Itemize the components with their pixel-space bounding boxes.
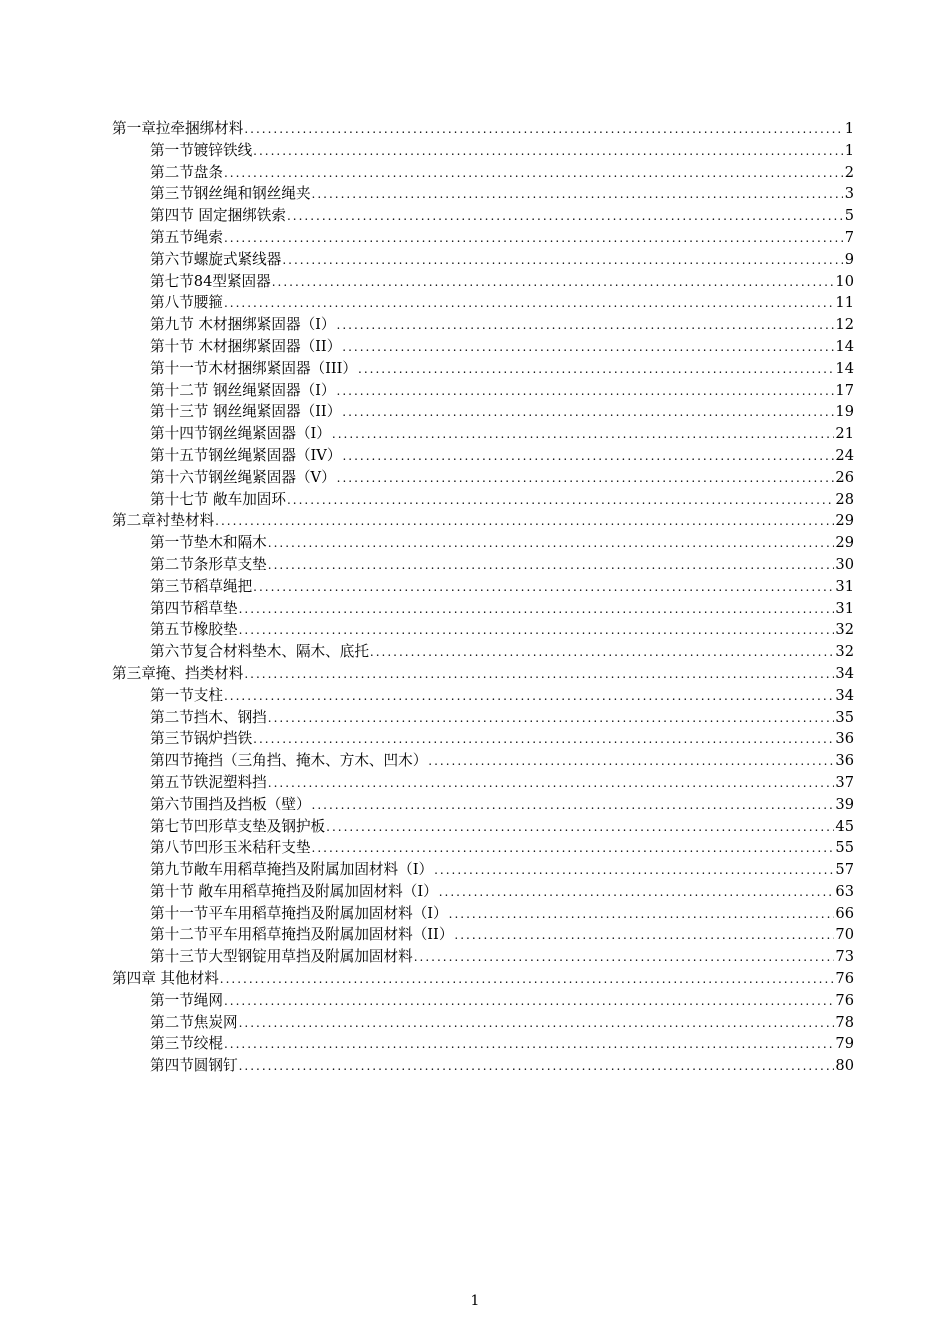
- toc-leader-dots: [268, 555, 835, 577]
- toc-leader-dots: [337, 468, 835, 490]
- toc-leader-dots: [224, 686, 834, 708]
- toc-leader-dots: [253, 141, 843, 163]
- toc-leader-dots: [337, 381, 835, 403]
- toc-entry-title: 第十四节钢丝绳紧固器（I）: [150, 425, 331, 443]
- toc-leader-dots: [428, 751, 834, 773]
- toc-section-entry[interactable]: [112, 1055, 856, 1077]
- toc-entry-page: 76: [835, 970, 854, 988]
- toc-section-entry[interactable]: [112, 946, 856, 968]
- toc-entry-page: 17: [835, 381, 854, 399]
- toc-entry-title: 第四节掩挡（三角挡、掩木、方木、凹木）: [150, 752, 428, 770]
- toc-chapter-entry[interactable]: [112, 663, 856, 685]
- toc-leader-dots: [312, 795, 835, 817]
- toc-entry-title: 第六节围挡及挡板（壁）: [150, 795, 311, 813]
- toc-entry-title: 第八节凹形玉米秸秆支垫: [150, 839, 311, 857]
- toc-entry-title: 第一节镀锌铁线: [150, 141, 253, 159]
- toc-leader-dots: [253, 729, 834, 751]
- toc-leader-dots: [224, 163, 843, 185]
- toc-entry-title: 第四节圆钢钉: [150, 1057, 238, 1075]
- toc-leader-dots: [370, 642, 835, 664]
- toc-entry-title: 第二章衬垫材料: [112, 512, 215, 530]
- toc-section-entry[interactable]: [112, 380, 856, 402]
- toc-entry-page: 63: [835, 882, 854, 900]
- toc-entry-title: 第二节挡木、钢挡: [150, 708, 267, 726]
- toc-leader-dots: [272, 272, 835, 294]
- toc-entry-page: 5: [844, 207, 854, 225]
- toc-entry-title: 第七节凹形草支垫及钢护板: [150, 817, 326, 835]
- toc-entry-page: 34: [835, 664, 854, 682]
- toc-entry-title: 第四节稻草垫: [150, 599, 238, 617]
- toc-entry-page: 37: [835, 773, 854, 791]
- toc-entry-page: 73: [835, 948, 854, 966]
- toc-leader-dots: [220, 969, 835, 991]
- toc-section-entry[interactable]: [112, 772, 856, 794]
- toc-section-entry[interactable]: [112, 728, 856, 750]
- toc-section-entry[interactable]: [112, 140, 856, 162]
- toc-entry-title: 第二节条形草支垫: [150, 555, 267, 573]
- toc-leader-dots: [253, 577, 834, 599]
- toc-entry-page: 79: [835, 1035, 854, 1053]
- toc-entry-page: 14: [835, 337, 854, 355]
- toc-entry-page: 78: [835, 1013, 854, 1031]
- toc-entry-title: 第六节复合材料垫木、隔木、底托: [150, 643, 369, 661]
- toc-section-entry[interactable]: [112, 532, 856, 554]
- toc-entry-title: 第一章拉牵捆绑材料: [112, 120, 244, 137]
- toc-leader-dots: [224, 991, 834, 1013]
- toc-entry-page: 11: [835, 294, 854, 312]
- toc-leader-dots: [224, 293, 834, 315]
- toc-entry-title: 第三章掩、挡类材料: [112, 664, 244, 682]
- toc-entry-page: 32: [835, 621, 854, 639]
- toc-section-entry[interactable]: [112, 358, 856, 380]
- toc-section-entry[interactable]: [112, 619, 856, 641]
- toc-section-entry[interactable]: [112, 794, 856, 816]
- toc-entry-page: 32: [835, 643, 854, 661]
- toc-leader-dots: [434, 860, 834, 882]
- toc-entry-page: 66: [835, 904, 854, 922]
- toc-entry-title: 第八节腰箍: [150, 294, 223, 312]
- toc-section-entry[interactable]: [112, 227, 856, 249]
- toc-section-entry[interactable]: [112, 489, 856, 511]
- toc-entry-page: 7: [844, 228, 854, 246]
- toc-leader-dots: [239, 1013, 835, 1035]
- toc-entry-title: 第十一节平车用稻草掩挡及附属加固材料（I）: [150, 904, 448, 922]
- toc-leader-dots: [268, 708, 835, 730]
- toc-section-entry[interactable]: [112, 707, 856, 729]
- toc-entry-title: 第三节稻草绳把: [150, 577, 253, 595]
- toc-entry-page: 9: [844, 250, 854, 268]
- toc-leader-dots: [268, 533, 835, 555]
- toc-entry-title: 第十节 敞车用稻草掩挡及附属加固材料（I）: [150, 882, 438, 900]
- toc-entry-page: 21: [835, 425, 854, 443]
- toc-entry-title: 第三节绞棍: [150, 1035, 223, 1053]
- toc-leader-dots: [239, 599, 835, 621]
- toc-section-entry[interactable]: [112, 249, 856, 271]
- toc-entry-title: 第十五节钢丝绳紧固器（IV）: [150, 446, 342, 464]
- toc-entry-page: 29: [835, 534, 854, 552]
- toc-leader-dots: [215, 511, 834, 533]
- toc-leader-dots: [342, 402, 834, 424]
- toc-entry-title: 第十六节钢丝绳紧固器（V）: [150, 468, 336, 486]
- toc-section-entry[interactable]: [112, 1033, 856, 1055]
- toc-entry-title: 第六节螺旋式紧线器: [150, 250, 282, 268]
- toc-section-entry[interactable]: [112, 816, 856, 838]
- toc-section-entry[interactable]: [112, 1012, 856, 1034]
- toc-section-entry[interactable]: [112, 750, 856, 772]
- toc-leader-dots: [358, 359, 834, 381]
- toc-entry-page: 14: [835, 359, 854, 377]
- toc-entry-title: 第二节焦炭网: [150, 1013, 238, 1031]
- toc-entry-page: 35: [835, 708, 854, 726]
- toc-entry-page: 80: [835, 1057, 854, 1075]
- toc-section-entry[interactable]: [112, 467, 856, 489]
- toc-chapter-entry[interactable]: [112, 968, 856, 990]
- toc-entry-title: 第十三节大型钢锭用草挡及附属加固材料: [150, 948, 413, 966]
- toc-leader-dots: [414, 947, 835, 969]
- toc-entry-page: 28: [835, 490, 854, 508]
- table-of-contents: [112, 118, 856, 1077]
- toc-chapter-entry[interactable]: [112, 510, 856, 532]
- toc-section-entry[interactable]: [112, 903, 856, 925]
- toc-section-entry[interactable]: [112, 162, 856, 184]
- toc-entry-page: 26: [835, 468, 854, 486]
- toc-entry-page: 70: [835, 926, 854, 944]
- toc-section-entry[interactable]: [112, 271, 856, 293]
- toc-leader-dots: [287, 490, 834, 512]
- toc-entry-title: 第十七节 敞车加固环: [150, 490, 286, 508]
- toc-section-entry[interactable]: [112, 401, 856, 423]
- toc-section-entry[interactable]: [112, 924, 856, 946]
- toc-entry-page: 55: [835, 839, 854, 857]
- toc-leader-dots: [337, 315, 835, 337]
- toc-section-entry[interactable]: [112, 445, 856, 467]
- toc-entry-page: 30: [835, 555, 854, 573]
- toc-section-entry[interactable]: [112, 292, 856, 314]
- toc-entry-page: 19: [835, 403, 854, 421]
- toc-entry-title: 第十节 木材捆绑紧固器（II）: [150, 337, 342, 355]
- toc-leader-dots: [342, 337, 834, 359]
- toc-entry-title: 第二节盘条: [150, 163, 223, 181]
- toc-section-entry[interactable]: [112, 576, 856, 598]
- toc-entry-title: 第九节敞车用稻草掩挡及附属加固材料（I）: [150, 861, 434, 879]
- toc-entry-page: 76: [835, 991, 854, 1009]
- toc-section-entry[interactable]: [112, 423, 856, 445]
- toc-leader-dots: [239, 620, 835, 642]
- toc-chapter-entry[interactable]: [112, 118, 856, 140]
- toc-entry-title: 第七节84型紧固器: [150, 272, 271, 290]
- toc-entry-page: 12: [835, 316, 854, 334]
- toc-leader-dots: [312, 838, 835, 860]
- toc-section-entry[interactable]: [112, 990, 856, 1012]
- toc-entry-title: 第五节橡胶垫: [150, 621, 238, 639]
- toc-leader-dots: [244, 119, 843, 141]
- toc-entry-title: 第一节垫木和隔木: [150, 534, 267, 552]
- toc-leader-dots: [224, 1034, 834, 1056]
- toc-section-entry[interactable]: [112, 183, 856, 205]
- toc-entry-title: 第五节铁泥塑料挡: [150, 773, 267, 791]
- toc-section-entry[interactable]: [112, 554, 856, 576]
- toc-leader-dots: [454, 925, 834, 947]
- toc-leader-dots: [287, 206, 843, 228]
- toc-entry-title: 第三节锅炉挡铁: [150, 730, 253, 748]
- toc-section-entry[interactable]: [112, 881, 856, 903]
- toc-entry-title: 第一节支柱: [150, 686, 223, 704]
- toc-section-entry[interactable]: [112, 205, 856, 227]
- toc-entry-page: 10: [835, 272, 854, 290]
- toc-leader-dots: [224, 228, 843, 250]
- toc-entry-page: 34: [835, 686, 854, 704]
- toc-entry-page: 31: [835, 577, 854, 595]
- toc-leader-dots: [449, 904, 835, 926]
- toc-entry-title: 第四章 其他材料: [112, 970, 219, 988]
- toc-leader-dots: [239, 1056, 835, 1078]
- toc-section-entry[interactable]: [112, 837, 856, 859]
- toc-section-entry[interactable]: [112, 859, 856, 881]
- toc-entry-title: 第十二节平车用稻草掩挡及附属加固材料（II）: [150, 926, 454, 944]
- toc-section-entry[interactable]: [112, 314, 856, 336]
- toc-section-entry[interactable]: [112, 336, 856, 358]
- toc-entry-page: 31: [835, 599, 854, 617]
- toc-entry-title: 第三节钢丝绳和钢丝绳夹: [150, 185, 311, 203]
- toc-entry-page: 36: [835, 752, 854, 770]
- toc-entry-title: 第四节 固定捆绑铁索: [150, 207, 286, 225]
- toc-entry-title: 第十二节 钢丝绳紧固器（I）: [150, 381, 336, 399]
- toc-leader-dots: [332, 424, 835, 446]
- toc-entry-page: 36: [835, 730, 854, 748]
- toc-section-entry[interactable]: [112, 598, 856, 620]
- toc-leader-dots: [268, 773, 835, 795]
- toc-entry-page: 39: [835, 795, 854, 813]
- toc-entry-title: 第十一节木材捆绑紧固器（III）: [150, 359, 358, 377]
- toc-section-entry[interactable]: [112, 641, 856, 663]
- toc-section-entry[interactable]: [112, 685, 856, 707]
- toc-leader-dots: [282, 250, 843, 272]
- toc-entry-page: 29: [835, 512, 854, 530]
- toc-leader-dots: [312, 184, 843, 206]
- toc-entry-title: 第五节绳索: [150, 228, 223, 246]
- toc-entry-title: 第一节绳网: [150, 991, 223, 1009]
- toc-entry-page: 1: [844, 120, 854, 137]
- toc-entry-title: 第十三节 钢丝绳紧固器（II）: [150, 403, 342, 421]
- toc-entry-page: 1: [844, 141, 854, 159]
- toc-leader-dots: [342, 446, 834, 468]
- toc-entry-page: 2: [844, 163, 854, 181]
- toc-leader-dots: [244, 664, 834, 686]
- toc-leader-dots: [326, 817, 834, 839]
- toc-entry-page: 57: [835, 861, 854, 879]
- toc-entry-title: 第九节 木材捆绑紧固器（I）: [150, 316, 336, 334]
- toc-entry-page: 3: [844, 185, 854, 203]
- toc-entry-page: 45: [835, 817, 854, 835]
- toc-leader-dots: [439, 882, 835, 904]
- page-number: 1: [470, 1293, 480, 1309]
- toc-entry-page: 24: [835, 446, 854, 464]
